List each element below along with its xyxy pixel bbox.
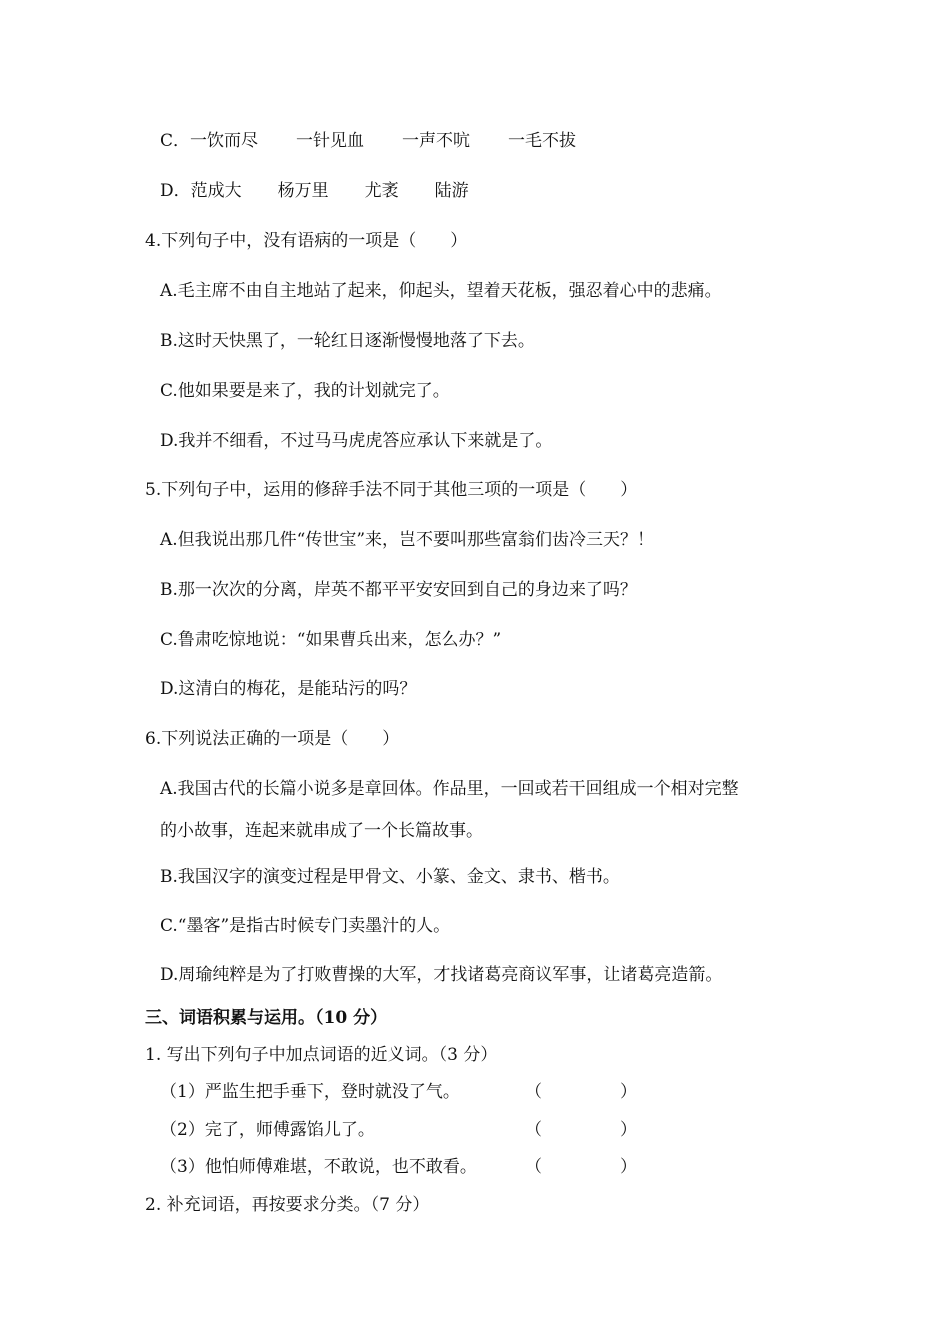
q6-option-a-line1: A.我国古代的长篇小说多是章回体。作品里，一回或若干回组成一个相对完整 bbox=[160, 779, 739, 799]
q5-option-b: B.那一次次的分离，岸英不都平平安安回到自己的身边来了吗？ bbox=[160, 580, 637, 600]
q4-option-a: A.毛主席不由自主地站了起来，仰起头，望着天花板，强忍着心中的悲痛。 bbox=[160, 281, 722, 301]
option-c-item-2: 一针见血 bbox=[296, 131, 365, 151]
section3-q2-stem: 2. 补充词语，再按要求分类。（7 分） bbox=[145, 1195, 430, 1215]
q6-option-c: C.“墨客”是指古时候专门卖墨汁的人。 bbox=[160, 916, 451, 936]
section3-q1-stem: 1. 写出下列句子中加点词语的近义词。（3 分） bbox=[145, 1045, 498, 1065]
q6-option-d: D.周瑜纯粹是为了打败曹操的大军，才找诸葛亮商议军事，让诸葛亮造箭。 bbox=[160, 965, 723, 985]
q4-option-b: B.这时天快黑了，一轮红日逐渐慢慢地落了下去。 bbox=[160, 331, 535, 351]
option-c-item-3: 一声不吭 bbox=[402, 131, 471, 151]
q4-stem: 4.下列句子中，没有语病的一项是（ ） bbox=[145, 231, 468, 251]
option-d-item-4: 陆游 bbox=[434, 181, 469, 201]
section3-q1-item-2: （2）完了，师傅露馅儿了。 bbox=[160, 1120, 375, 1140]
option-d-item-3: 尤袤 bbox=[364, 181, 399, 201]
section3-title: 三、词语积累与运用。（10 分） bbox=[145, 1008, 388, 1028]
q5-option-a: A.但我说出那几件“传世宝”来，岂不要叫那些富翁们齿冷三天？！ bbox=[160, 530, 655, 550]
option-d-item-2: 杨万里 bbox=[277, 181, 329, 201]
answer-paren-open-2: （ bbox=[525, 1120, 542, 1140]
answer-paren-open-1: （ bbox=[525, 1082, 542, 1102]
option-c-row bbox=[160, 129, 576, 153]
option-d-item-1: 范成大 bbox=[190, 181, 242, 201]
answer-paren-open-3: （ bbox=[525, 1157, 542, 1177]
q4-option-c: C.他如果要是来了，我的计划就完了。 bbox=[160, 381, 450, 401]
q6-option-b: B.我国汉字的演变过程是甲骨文、小篆、金文、隶书、楷书。 bbox=[160, 867, 620, 887]
q4-option-d: D.我并不细看，不过马马虎虎答应承认下来就是了。 bbox=[160, 431, 553, 451]
section3-q1-item-1: （1）严监生把手垂下，登时就没了气。 bbox=[160, 1082, 460, 1102]
answer-paren-close-2: ） bbox=[620, 1120, 637, 1140]
q6-option-a-line2: 的小故事，连起来就串成了一个长篇故事。 bbox=[160, 821, 483, 841]
answer-paren-close-3: ） bbox=[620, 1157, 637, 1177]
section3-q1-item-3: （3）他怕师傅难堪，不敢说，也不敢看。 bbox=[160, 1157, 477, 1177]
option-d-row bbox=[160, 179, 469, 203]
q5-option-d: D.这清白的梅花，是能玷污的吗？ bbox=[160, 679, 417, 699]
answer-paren-close-1: ） bbox=[620, 1082, 637, 1102]
q6-stem: 6.下列说法正确的一项是（ ） bbox=[145, 729, 400, 749]
option-c-item-1: 一饮而尽 bbox=[190, 131, 259, 151]
q5-option-c: C.鲁肃吃惊地说：“如果曹兵出来，怎么办？” bbox=[160, 630, 502, 650]
q5-stem: 5.下列句子中，运用的修辞手法不同于其他三项的一项是（ ） bbox=[145, 480, 638, 500]
option-d-label: D． bbox=[160, 181, 191, 201]
option-c-label: C． bbox=[160, 131, 191, 151]
option-c-item-4: 一毛不拔 bbox=[508, 131, 577, 151]
